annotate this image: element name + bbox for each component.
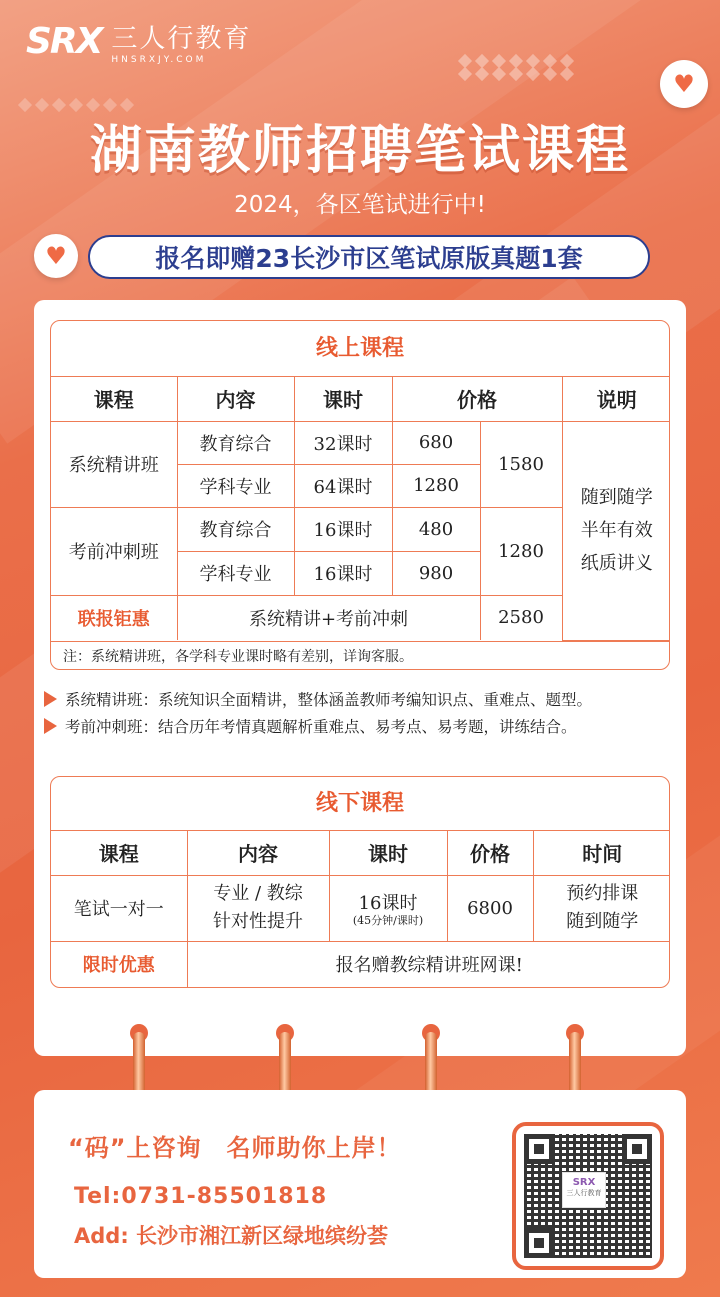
table-row <box>51 941 670 987</box>
combo-price: 2580 <box>480 595 562 640</box>
course-name: 系统精讲班 <box>51 421 177 507</box>
online-note: 注：系统精讲班，各学科专业课时略有差别，详询客服。 <box>51 641 669 671</box>
description-text: 考前冲刺班：结合历年考情真题解析重难点、易考点、易考题，讲练结合。 <box>65 718 577 736</box>
page-subtitle: 2024，各区笔试进行中! <box>234 192 486 218</box>
header-content: 内容 <box>187 831 329 875</box>
offline-course-box <box>50 776 670 988</box>
online-title: 线上课程 <box>51 321 669 377</box>
qr-finder <box>524 1134 554 1164</box>
phone-text: Tel:0731-85501818 <box>74 1184 328 1209</box>
content-cell <box>187 875 329 941</box>
total-price-cell: 1580 <box>480 421 562 507</box>
header-hours: 课时 <box>294 377 392 421</box>
header-course: 课程 <box>51 831 187 875</box>
header-remark: 说明 <box>562 377 670 421</box>
header-course: 课程 <box>51 377 177 421</box>
hours-cell: 16课时 <box>294 507 392 551</box>
header-hours: 课时 <box>329 831 447 875</box>
content-line: 专业 / 教综 <box>213 883 303 904</box>
course-card <box>34 300 686 1056</box>
online-table <box>51 377 670 641</box>
qr-code[interactable] <box>512 1122 664 1270</box>
qr-logo-name: 三人行教育 <box>566 1189 602 1197</box>
offline-table <box>51 831 670 987</box>
table-row <box>51 421 670 464</box>
remark-line: 随到随学 <box>580 487 653 508</box>
qr-finder <box>524 1228 554 1258</box>
combo-content: 系统精讲+考前冲刺 <box>177 595 480 640</box>
consult-text: “码”上咨询 名师助你上岸！ <box>68 1134 402 1162</box>
header-price: 价格 <box>392 377 562 421</box>
brand-name: 三人行教育 <box>111 24 252 54</box>
content-cell: 学科专业 <box>177 464 294 507</box>
price-cell: 480 <box>392 507 480 551</box>
price-cell: 1280 <box>392 464 480 507</box>
play-triangle-icon <box>44 718 57 734</box>
content-line: 针对性提升 <box>213 911 303 932</box>
price-cell: 680 <box>392 421 480 464</box>
course-name: 考前冲刺班 <box>51 507 177 595</box>
logo-mark: SRX <box>26 21 102 62</box>
header-time: 时间 <box>533 831 670 875</box>
offline-title: 线下课程 <box>51 777 669 831</box>
qr-center-logo <box>562 1172 606 1208</box>
brand-url: HNSRXJY.COM <box>111 55 207 65</box>
brand-logo <box>26 18 251 65</box>
time-line: 随到随学 <box>566 911 639 932</box>
hours-cell: 64课时 <box>294 464 392 507</box>
header-price: 价格 <box>447 831 533 875</box>
qr-logo-mark: SRX <box>572 1177 596 1188</box>
description-item <box>44 715 577 737</box>
content-cell: 学科专业 <box>177 551 294 595</box>
online-course-box <box>50 320 670 670</box>
course-name: 笔试一对一 <box>51 875 187 941</box>
remark-cell <box>562 421 670 640</box>
promo-banner: 报名即赠23长沙市区笔试原版真题1套 <box>88 235 650 279</box>
total-price-cell: 1280 <box>480 507 562 595</box>
time-line: 预约排课 <box>566 883 639 904</box>
remark-line: 纸质讲义 <box>580 553 653 574</box>
description-item <box>44 688 592 710</box>
hours-cell <box>329 875 447 941</box>
contact-card <box>34 1090 686 1278</box>
hours-cell: 16课时 <box>294 551 392 595</box>
description-text: 系统精讲班：系统知识全面精讲，整体涵盖教师考编知识点、重难点、题型。 <box>65 691 593 709</box>
qr-pattern <box>524 1134 652 1258</box>
heart-icon: ♥ <box>34 234 78 278</box>
page-title: 湖南教师招聘笔试课程 <box>89 121 630 181</box>
heart-icon: ♥ <box>660 60 708 108</box>
hours-value: 16课时 <box>358 893 418 914</box>
content-cell: 教育综合 <box>177 507 294 551</box>
price-cell: 980 <box>392 551 480 595</box>
price-cell: 6800 <box>447 875 533 941</box>
content-cell: 教育综合 <box>177 421 294 464</box>
address-text: Add: 长沙市湘江新区绿地缤纷荟 <box>74 1224 389 1248</box>
table-row <box>51 875 670 941</box>
hours-note: (45分钟/课时) <box>352 914 424 927</box>
combo-label: 联报钜惠 <box>51 595 177 640</box>
time-cell <box>533 875 670 941</box>
qr-finder <box>622 1134 652 1164</box>
promo-label: 限时优惠 <box>51 941 187 987</box>
hours-cell: 32课时 <box>294 421 392 464</box>
header-content: 内容 <box>177 377 294 421</box>
promo-content: 报名赠教综精讲班网课! <box>187 941 670 987</box>
play-triangle-icon <box>44 691 57 707</box>
remark-line: 半年有效 <box>580 520 653 541</box>
